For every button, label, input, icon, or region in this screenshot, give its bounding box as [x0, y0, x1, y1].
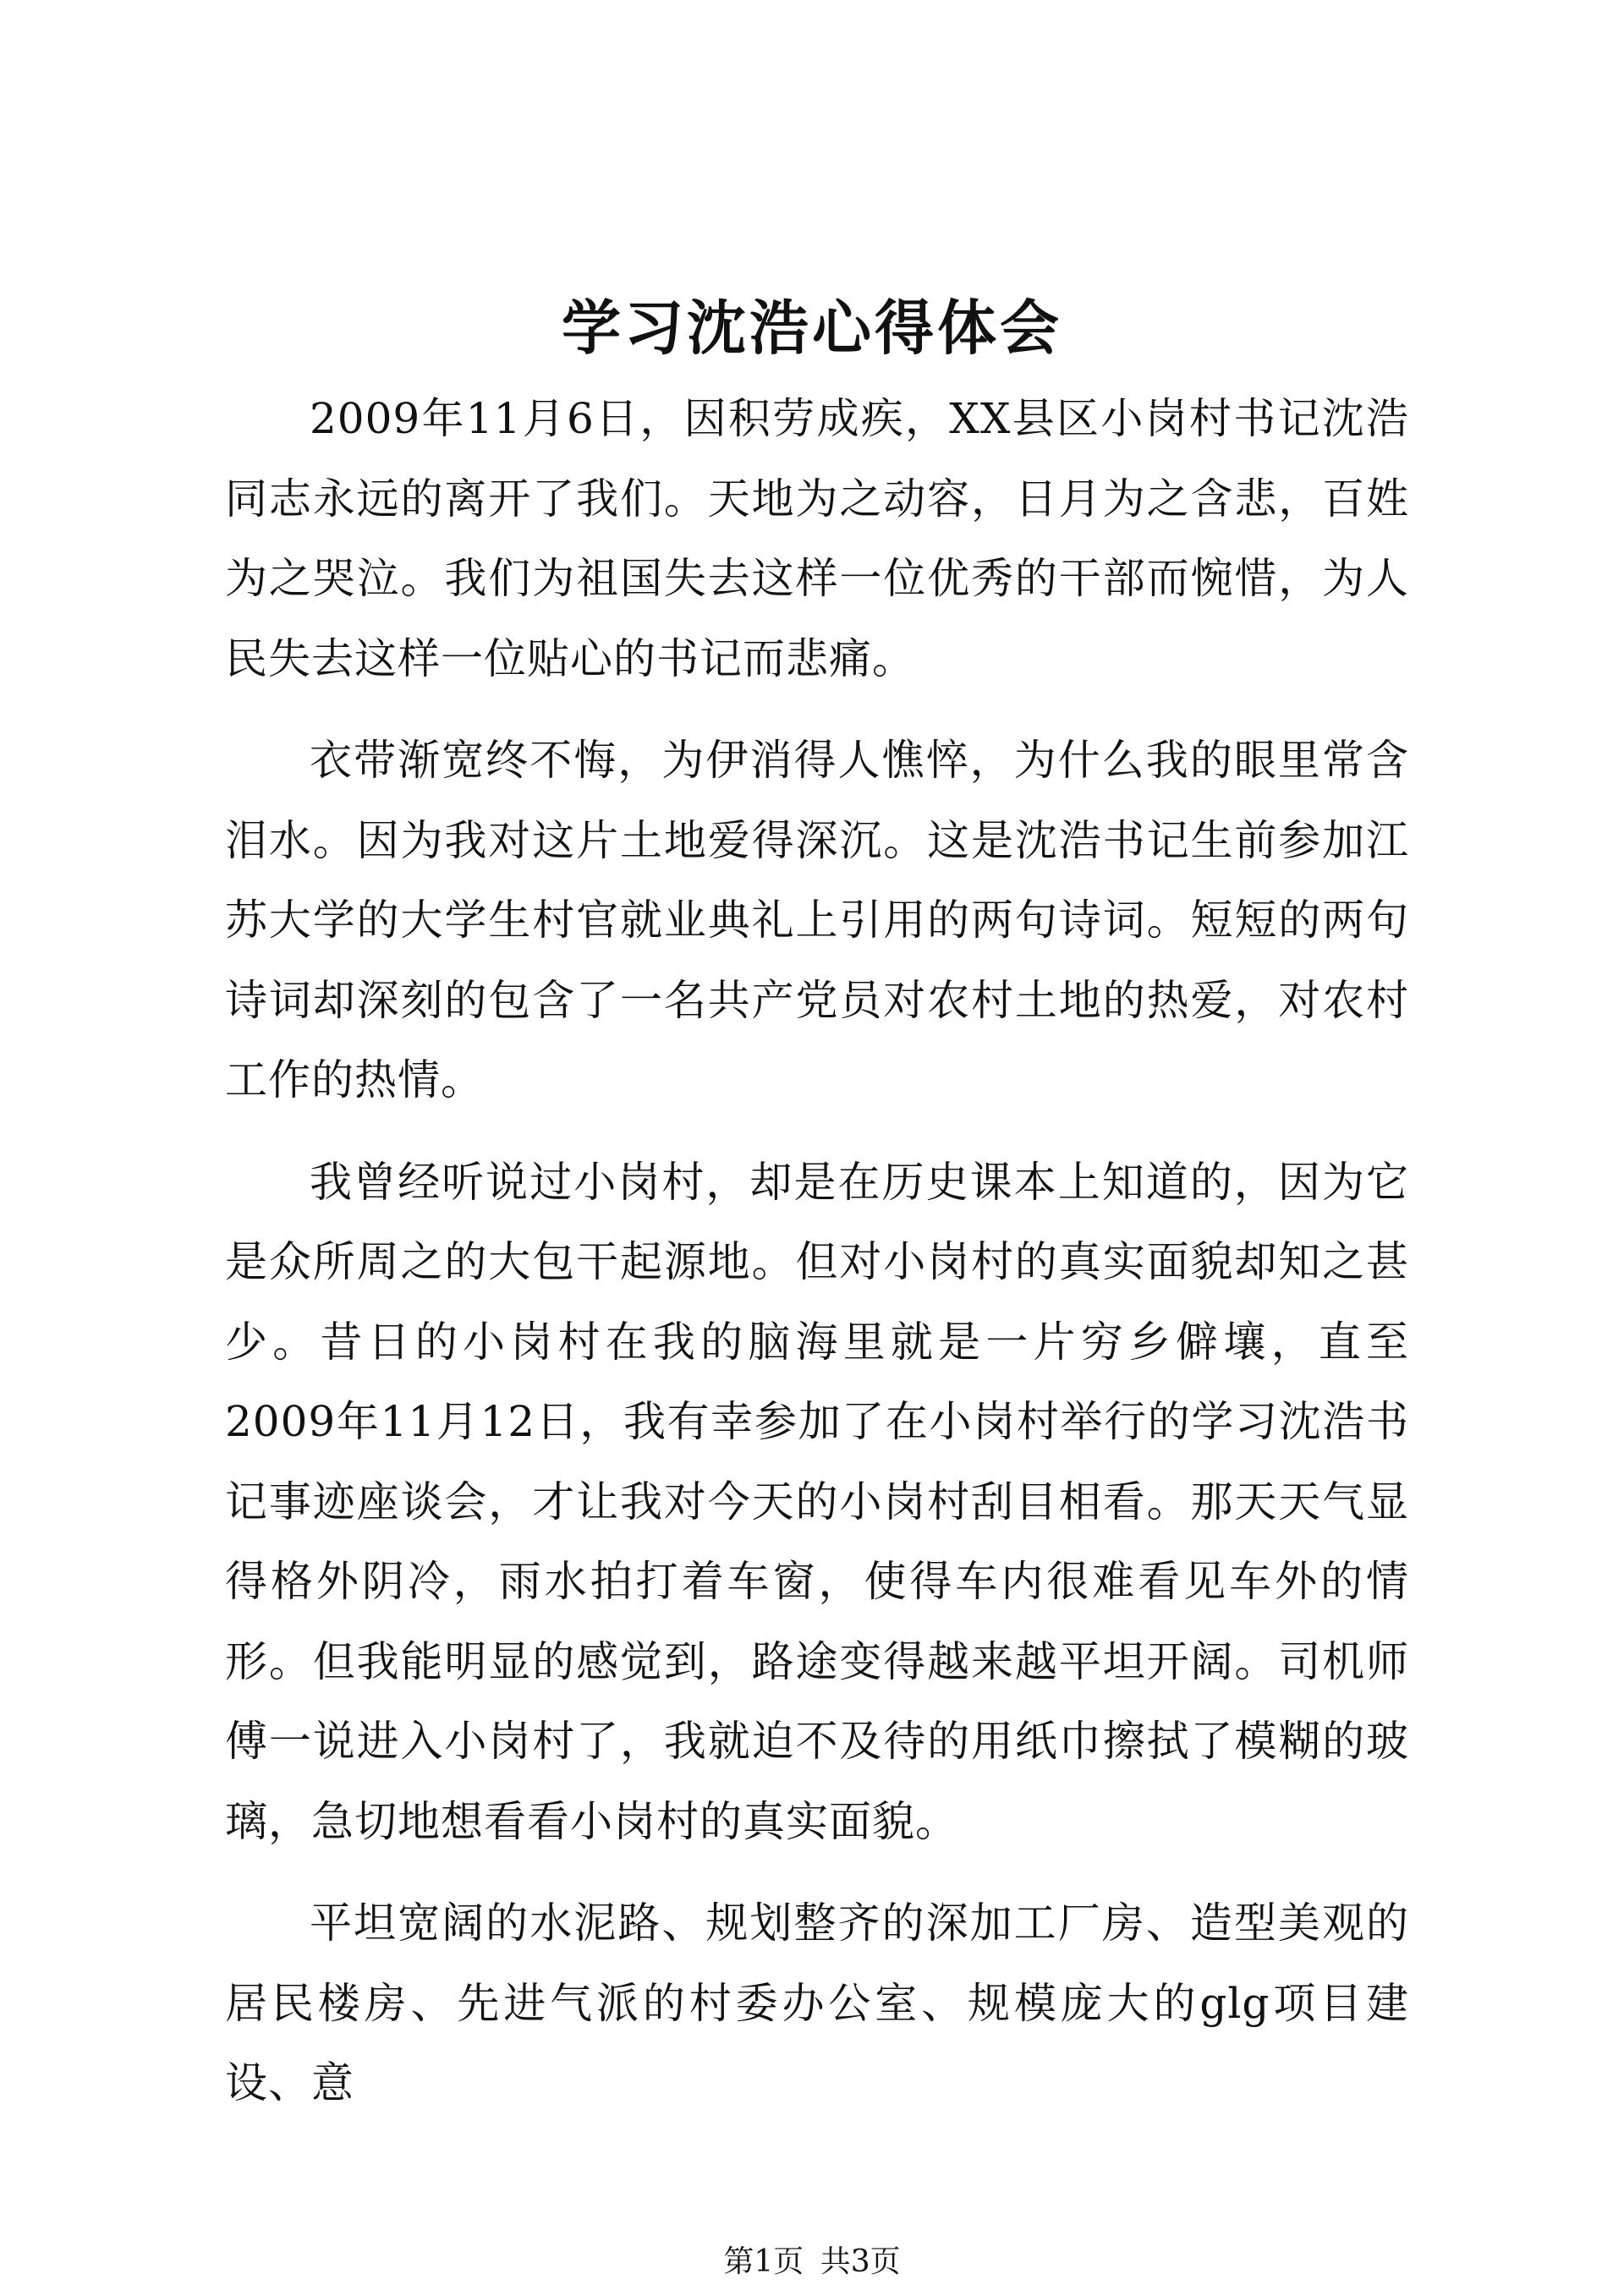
paragraph-2: 衣带渐宽终不悔，为伊消得人憔悴，为什么我的眼里常含泪水。因为我对这片土地爱得深沉。这是沈浩书记生前参加江苏大学的大学生村官就业典礼上引用的两句诗词。短短的两句诗词却深刻的包含了一名共产党员对农村土地的热爱，对农村工作的热情。 [225, 736, 1409, 1104]
paragraph-4: 平坦宽阔的水泥路、规划整齐的深加工厂房、造型美观的居民楼房、先进气派的村委办公室、规模庞大的glg项目建设、意 [225, 1899, 1409, 2107]
page-total: 共3页 [820, 2244, 901, 2279]
paragraph-1: 2009年11月6日，因积劳成疾，XX县区小岗村书记沈浩同志永远的离开了我们。天地为之动容，日月为之含悲，百姓为之哭泣。我们为祖国失去这样一位优秀的干部而惋惜，为人民失去这样一位贴心的书记而悲痛。 [225, 394, 1409, 683]
page-number: 第1页 [723, 2244, 804, 2279]
document-title: 学习沈浩心得体会 [562, 293, 1062, 363]
paragraph-3: 我曾经听说过小岗村，却是在历史课本上知道的，因为它是众所周之的大包干起源地。但对小岗村的真实面貌却知之甚少。昔日的小岗村在我的脑海里就是一片穷乡僻壤，直至2009年11月12日，我有幸参加了在小岗村举行的学习沈浩书记事迹座谈会，才让我对今天的小岗村刮目相看。那天天气显得格外阴冷，雨水拍打着车窗，使得车内很难看见车外的情形。但我能明显的感觉到，路途变得越来越平坦开阔。司机师傅一说进入小岗村了，我就迫不及待的用纸巾擦拭了模糊的玻璃，急切地想看看小岗村的真实面貌。 [225, 1157, 1409, 1846]
page-footer [0, 2241, 1624, 2283]
document-body [225, 379, 1409, 2145]
